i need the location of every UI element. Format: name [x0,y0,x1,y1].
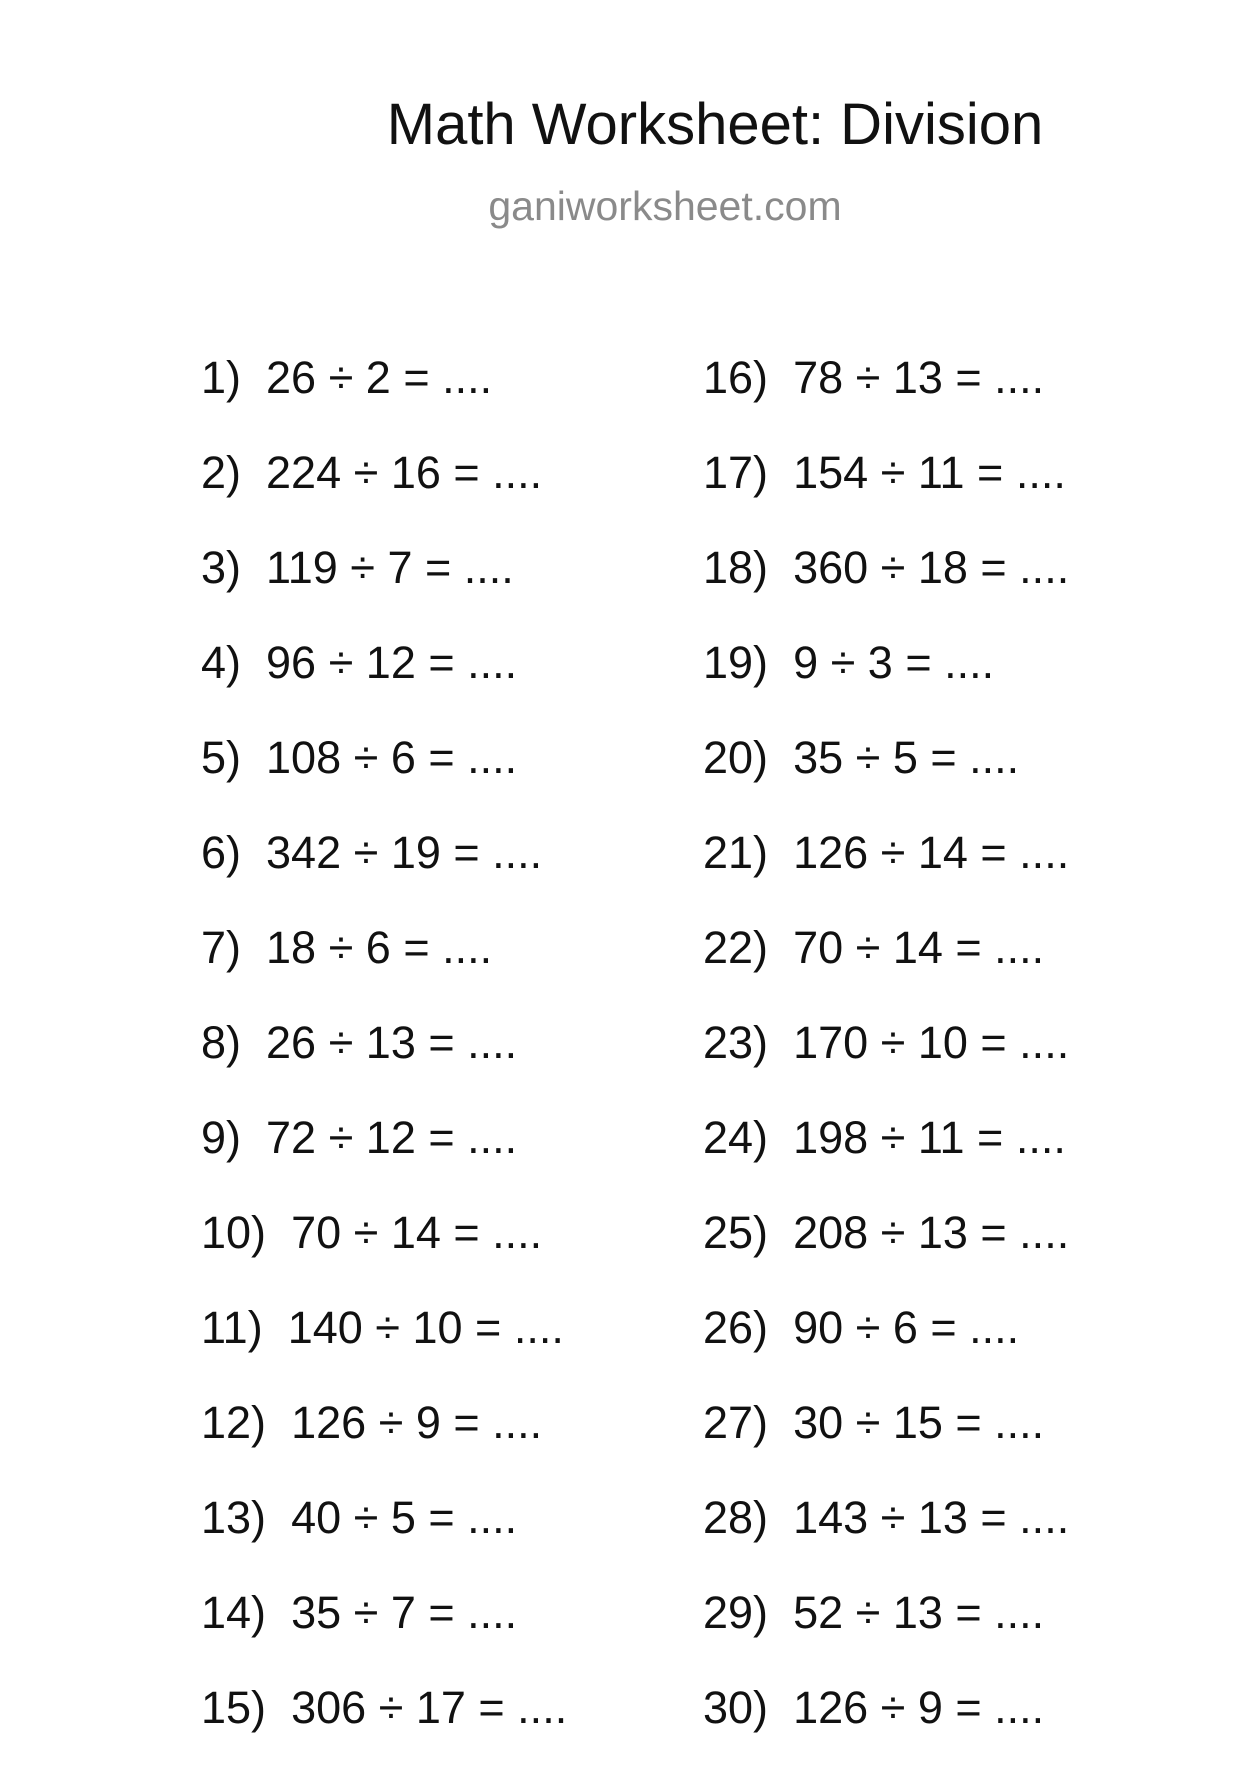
problem-item [201,637,567,735]
problem-item [201,1302,567,1400]
problem-item [201,732,567,830]
problem-item [703,1207,1070,1305]
problem-number: 27) [703,1397,769,1448]
problem-number: 30) [703,1682,769,1733]
problem-item [703,827,1070,925]
problem-item [703,1112,1069,1210]
problem-number: 15) [201,1682,267,1733]
problem-item [703,1682,1069,1780]
problem-column-left [201,352,568,1780]
problem-expression: 26 ÷ 2 = .... [266,352,493,403]
problem-expression: 140 ÷ 10 = .... [287,1302,564,1353]
problem-expression: 126 ÷ 14 = .... [793,827,1070,878]
problem-expression: 342 ÷ 19 = .... [266,827,543,878]
problem-item [201,827,567,925]
problem-item [201,1397,567,1495]
problem-item [703,1492,1070,1590]
problem-number: 24) [703,1112,769,1163]
problem-item [703,352,1069,450]
problem-item [703,922,1069,1020]
problem-number: 20) [703,732,769,783]
problem-expression: 198 ÷ 11 = .... [793,1112,1066,1163]
problem-number: 2) [201,447,242,498]
problem-item [703,732,1069,830]
problem-expression: 119 ÷ 7 = .... [266,542,514,593]
problem-item [201,1587,567,1685]
problem-item [703,1302,1069,1400]
problem-item [201,447,567,545]
problem-number: 8) [201,1017,242,1068]
problem-expression: 70 ÷ 14 = .... [793,922,1045,973]
problem-number: 19) [703,637,769,688]
problem-number: 7) [201,922,242,973]
problem-number: 5) [201,732,242,783]
problem-number: 13) [201,1492,267,1543]
problem-expression: 126 ÷ 9 = .... [291,1397,543,1448]
problem-expression: 40 ÷ 5 = .... [291,1492,518,1543]
problem-expression: 170 ÷ 10 = .... [793,1017,1070,1068]
problem-expression: 224 ÷ 16 = .... [266,447,543,498]
problem-expression: 18 ÷ 6 = .... [266,922,493,973]
problem-expression: 26 ÷ 13 = .... [266,1017,518,1068]
problem-item [201,542,567,640]
problem-number: 6) [201,827,242,878]
problem-item [201,1682,568,1780]
problem-expression: 35 ÷ 5 = .... [793,732,1020,783]
problem-number: 9) [201,1112,242,1163]
problem-number: 10) [201,1207,267,1258]
problem-item [201,922,567,1020]
problem-number: 14) [201,1587,267,1638]
problem-expression: 52 ÷ 13 = .... [793,1587,1045,1638]
problem-number: 22) [703,922,769,973]
worksheet-source: ganiworksheet.com [488,183,842,229]
problem-expression: 126 ÷ 9 = .... [793,1682,1045,1733]
problem-item [703,447,1069,545]
problem-expression: 70 ÷ 14 = .... [291,1207,543,1258]
problem-number: 1) [201,352,242,403]
problem-number: 12) [201,1397,267,1448]
problem-expression: 78 ÷ 13 = .... [793,352,1045,403]
problem-expression: 96 ÷ 12 = .... [266,637,518,688]
problem-item [703,1017,1070,1115]
problem-number: 11) [201,1302,263,1353]
problem-number: 4) [201,637,242,688]
problem-item [703,1397,1069,1495]
problem-item [201,1112,567,1210]
problem-expression: 90 ÷ 6 = .... [793,1302,1020,1353]
problem-item [201,1207,567,1305]
problem-item [703,542,1070,640]
problem-item [201,1017,567,1115]
problem-number: 26) [703,1302,769,1353]
problem-expression: 30 ÷ 15 = .... [793,1397,1045,1448]
problem-expression: 154 ÷ 11 = .... [793,447,1066,498]
problem-expression: 360 ÷ 18 = .... [793,542,1070,593]
problem-number: 16) [703,352,769,403]
problem-number: 3) [201,542,242,593]
problem-number: 21) [703,827,769,878]
problem-number: 28) [703,1492,769,1543]
problem-number: 23) [703,1017,769,1068]
problem-item [201,1492,567,1590]
problem-expression: 108 ÷ 6 = .... [266,732,518,783]
problem-number: 18) [703,542,769,593]
worksheet-title: Math Worksheet: Division [386,92,1044,157]
problem-expression: 35 ÷ 7 = .... [291,1587,518,1638]
problem-expression: 143 ÷ 13 = .... [793,1492,1070,1543]
problem-expression: 9 ÷ 3 = .... [793,637,995,688]
problem-item [703,1587,1069,1685]
problem-expression: 72 ÷ 12 = .... [266,1112,518,1163]
problem-number: 17) [703,447,769,498]
problem-expression: 306 ÷ 17 = .... [291,1682,568,1733]
problem-item [703,637,1069,735]
problem-item [201,352,567,450]
problem-expression: 208 ÷ 13 = .... [793,1207,1070,1258]
problem-number: 25) [703,1207,769,1258]
problem-number: 29) [703,1587,769,1638]
problem-column-right [703,352,1070,1780]
